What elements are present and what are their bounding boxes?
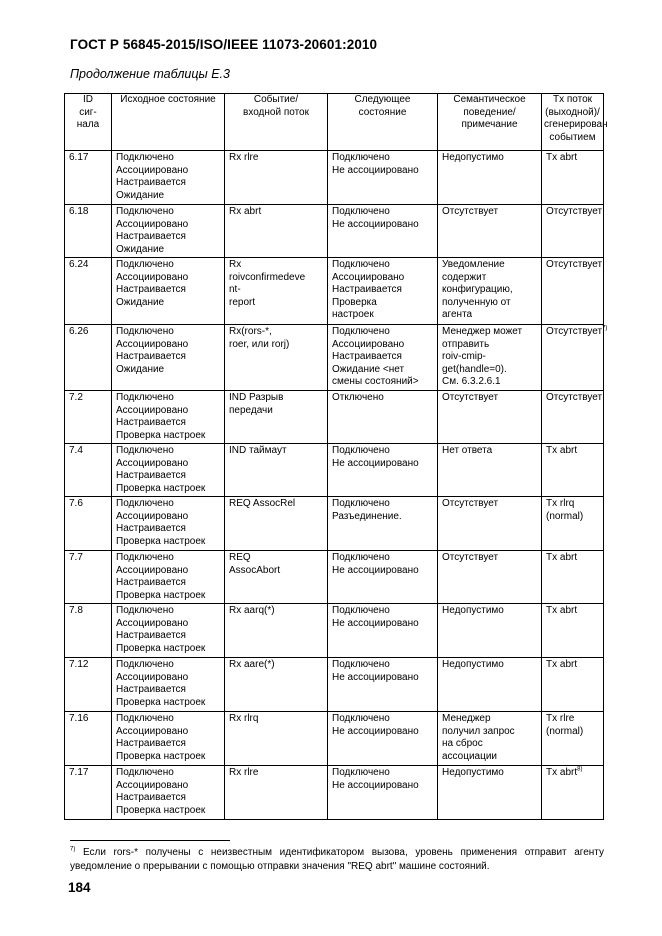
cell-text-line: 6.24 <box>69 259 89 270</box>
cell-semantic <box>438 205 542 258</box>
footnote-reference: 7) <box>602 325 608 332</box>
cell-text-line: Проверка настроек <box>116 696 206 708</box>
cell-initial-state <box>112 205 225 258</box>
cell-text-line: Разъединение. <box>332 510 402 522</box>
cell-tx <box>542 497 604 551</box>
cell-event <box>225 712 328 766</box>
cell-text-line: IND Разрыв <box>229 392 284 403</box>
table-row <box>65 604 604 658</box>
cell-text-line: смены состояний> <box>332 376 419 387</box>
cell-tx <box>542 151 604 205</box>
cell-text-line: 7.6 <box>69 498 83 509</box>
cell-text-line: Настраивается <box>332 284 402 295</box>
footnote-text: Если rors-* получены с неизвестным идентификатором вызова, уровень применения отправит агенту уведомление о прерывании с помощью отправки значения "REQ abrt" машине состояний. <box>70 847 604 872</box>
cell-id <box>65 151 112 205</box>
cell-text-line: Ассоциировано <box>116 218 189 230</box>
cell-text-line: Tx abrt <box>546 605 578 616</box>
cell-text-line: Подключено <box>332 326 390 337</box>
cell-text-line: Tx abrt <box>546 552 578 563</box>
cell-text-line: получил запрос <box>442 725 515 737</box>
table-row <box>65 205 604 258</box>
cell-next-state <box>328 551 438 604</box>
cell-tx <box>542 658 604 712</box>
cell-text-line: 7.12 <box>69 659 89 670</box>
cell-text-line: Tx abrt <box>546 659 578 670</box>
cell-text-line: Rx rlre <box>229 767 259 778</box>
cell-text-line: REQ AssocRel <box>229 498 296 509</box>
cell-text-line: передачи <box>229 404 273 416</box>
table-continuation-caption: Продолжение таблицы Е.3 <box>70 67 230 81</box>
cell-semantic <box>438 325 542 391</box>
cell-text-line: Ассоциировано <box>116 404 189 416</box>
cell-text-line: 6.26 <box>69 326 89 337</box>
cell-text-line: Подключено <box>116 445 174 456</box>
cell-event <box>225 444 328 497</box>
cell-text-line: Rx aare(*) <box>229 659 275 670</box>
cell-next-state <box>328 151 438 205</box>
cell-text-line: на сброс <box>442 738 483 749</box>
cell-text-line: Проверка настроек <box>116 482 206 494</box>
cell-text-line: Подключено <box>116 392 174 403</box>
footnote-divider <box>70 840 230 841</box>
cell-text-line: nt- <box>229 284 241 295</box>
cell-text-line: Настраивается <box>116 684 186 695</box>
cell-initial-state <box>112 325 225 391</box>
cell-text-line: Ассоциировано <box>116 725 189 737</box>
cell-text-line: 7.2 <box>69 392 83 403</box>
cell-tx <box>542 391 604 444</box>
cell-id <box>65 497 112 551</box>
cell-id <box>65 258 112 325</box>
cell-semantic <box>438 658 542 712</box>
cell-text-line: Проверка настроек <box>116 750 206 762</box>
table-row <box>65 658 604 712</box>
page-number: 184 <box>68 880 91 895</box>
cell-initial-state <box>112 391 225 444</box>
cell-text-line: Tx abrt$^{8)}$ <box>546 766 583 778</box>
cell-text-line: Подключено <box>332 713 390 724</box>
cell-text-line: Ассоциировано <box>116 457 189 469</box>
cell-semantic <box>438 391 542 444</box>
cell-text-line: полученную от <box>442 296 511 308</box>
cell-text-line: 7.7 <box>69 552 83 563</box>
cell-text-line: Недопустимо <box>442 152 504 163</box>
state-transition-table <box>64 93 608 820</box>
cell-tx <box>542 258 604 325</box>
cell-text-line: (normal) <box>546 510 584 522</box>
cell-initial-state <box>112 497 225 551</box>
cell-text-line: Настраивается <box>116 792 186 803</box>
cell-text-line: Подключено <box>332 659 390 670</box>
cell-text-line: get(handle=0). <box>442 363 507 375</box>
cell-text-line: Не ассоциировано <box>332 164 419 176</box>
cell-text-line: Настраивается <box>332 351 402 362</box>
table-row <box>65 551 604 604</box>
footnote <box>70 846 604 874</box>
table-row <box>65 766 604 820</box>
cell-text-line: настроек <box>332 309 374 320</box>
cell-text-line: roiv-cmip- <box>442 351 486 362</box>
cell-text-line: Ассоциировано <box>116 510 189 522</box>
cell-event <box>225 604 328 658</box>
cell-text-line: Подключено <box>116 259 174 270</box>
cell-event <box>225 766 328 820</box>
cell-text-line: Подключено <box>332 206 390 217</box>
cell-id <box>65 658 112 712</box>
cell-id <box>65 712 112 766</box>
cell-initial-state <box>112 604 225 658</box>
cell-next-state <box>328 391 438 444</box>
cell-text-line: IND таймаут <box>229 445 287 456</box>
cell-text-line: Подключено <box>332 767 390 778</box>
cell-text-line: Tx rlrq <box>546 498 575 509</box>
cell-text-line: Не ассоциировано <box>332 617 419 629</box>
cell-next-state <box>328 325 438 391</box>
cell-text-line: Отключено <box>332 392 384 403</box>
cell-tx <box>542 551 604 604</box>
cell-text-line: 7.4 <box>69 445 83 456</box>
cell-text-line: Rx aarq(*) <box>229 605 275 616</box>
table-row <box>65 497 604 551</box>
cell-text-line: Ожидание <box>116 363 165 375</box>
cell-id <box>65 205 112 258</box>
cell-event <box>225 325 328 391</box>
cell-semantic <box>438 604 542 658</box>
cell-text-line: Нет ответа <box>442 445 493 456</box>
cell-text-line: Настраивается <box>116 231 186 242</box>
cell-initial-state <box>112 258 225 325</box>
cell-text-line: Недопустимо <box>442 605 504 616</box>
cell-semantic <box>438 497 542 551</box>
cell-text-line: Уведомление <box>442 259 505 270</box>
cell-text-line: Rx abrt <box>229 206 262 217</box>
cell-text-line: Настраивается <box>116 470 186 481</box>
cell-text-line: (normal) <box>546 725 584 737</box>
cell-event <box>225 151 328 205</box>
cell-id <box>65 391 112 444</box>
cell-text-line: Ассоциировано <box>116 338 189 350</box>
cell-initial-state <box>112 658 225 712</box>
cell-event <box>225 391 328 444</box>
cell-text-line: Менеджер может <box>442 326 523 337</box>
header-next-state: Следующее состояние <box>328 94 438 151</box>
cell-tx <box>542 325 608 391</box>
cell-text-line: Ассоциировано <box>332 271 405 283</box>
cell-text-line: Подключено <box>332 605 390 616</box>
cell-text-line: Подключено <box>116 152 174 163</box>
cell-text-line: Проверка настроек <box>116 429 206 441</box>
cell-text-line: Подключено <box>332 259 390 270</box>
table-row <box>65 151 604 205</box>
cell-text-line: Tx rlre <box>546 713 575 724</box>
table-row <box>65 391 604 444</box>
cell-next-state <box>328 766 438 820</box>
cell-text-line: Настраивается <box>116 738 186 749</box>
header-semantic: Семантическое поведение/ примечание <box>438 94 542 151</box>
cell-text-line: Отсутствует <box>442 498 499 509</box>
cell-id <box>65 604 112 658</box>
cell-event <box>225 497 328 551</box>
cell-text-line: Rx <box>229 259 242 270</box>
cell-text-line: roivconfirmedeve <box>229 271 306 283</box>
cell-semantic <box>438 151 542 205</box>
cell-text-line: report <box>229 296 256 308</box>
cell-text-line: Настраивается <box>116 523 186 534</box>
cell-text-line: Настраивается <box>116 417 186 428</box>
cell-text-line: Отсутствует <box>442 552 499 563</box>
cell-text-line: Подключено <box>332 498 390 509</box>
header-id: ID сиг- нала <box>65 94 112 151</box>
cell-text-line: содержит <box>442 271 487 283</box>
cell-text-line: 6.18 <box>69 206 89 217</box>
cell-text-line: Ассоциировано <box>116 671 189 683</box>
cell-text-line: 7.8 <box>69 605 83 616</box>
cell-text-line: Не ассоциировано <box>332 564 419 576</box>
cell-text-line: Подключено <box>116 713 174 724</box>
cell-text-line: Подключено <box>116 605 174 616</box>
cell-text-line: Rx rlrq <box>229 713 259 724</box>
cell-text-line: Настраивается <box>116 577 186 588</box>
cell-text-line: Настраивается <box>116 630 186 641</box>
cell-id <box>65 325 112 391</box>
cell-text-line: Подключено <box>116 659 174 670</box>
cell-text-line: Отсутствует <box>442 206 499 217</box>
cell-text-line: Tx abrt <box>546 445 578 456</box>
cell-text-line: ассоциации <box>442 750 498 762</box>
cell-text-line: Ожидание <box>116 189 165 201</box>
cell-text-line: Ассоциировано <box>116 164 189 176</box>
cell-text-line: Ассоциировано <box>332 338 405 350</box>
cell-text-line: roer, или rorj) <box>229 338 290 350</box>
cell-id <box>65 444 112 497</box>
cell-text-line: Настраивается <box>116 177 186 188</box>
cell-text-line: 7.16 <box>69 713 89 724</box>
cell-next-state <box>328 658 438 712</box>
cell-text-line: Отсутствует$^{7)}$ <box>546 325 608 337</box>
cell-event <box>225 205 328 258</box>
header-tx: Tx поток (выходной)/ сгенерирован событием <box>542 94 604 151</box>
cell-id <box>65 766 112 820</box>
cell-event <box>225 258 328 325</box>
cell-next-state <box>328 444 438 497</box>
cell-text-line: Отсутствует <box>442 392 499 403</box>
cell-text-line: Настраивается <box>116 284 186 295</box>
cell-tx <box>542 444 604 497</box>
cell-text-line: Ассоциировано <box>116 271 189 283</box>
cell-next-state <box>328 712 438 766</box>
cell-event <box>225 658 328 712</box>
header-event: Событие/ входной поток <box>225 94 328 151</box>
cell-initial-state <box>112 712 225 766</box>
cell-text-line: конфигурацию, <box>442 284 513 295</box>
cell-tx <box>542 604 604 658</box>
cell-text-line: Отсутствует <box>546 259 603 270</box>
cell-text-line: Отсутствует <box>546 392 603 403</box>
cell-semantic <box>438 712 542 766</box>
cell-text-line: Проверка настроек <box>116 642 206 654</box>
cell-initial-state <box>112 444 225 497</box>
cell-next-state <box>328 497 438 551</box>
cell-event <box>225 551 328 604</box>
cell-text-line: Проверка <box>332 296 377 308</box>
footnote-reference: 8) <box>577 766 583 773</box>
cell-text-line: Подключено <box>332 552 390 563</box>
cell-text-line: Подключено <box>116 206 174 217</box>
table-row <box>65 258 604 325</box>
cell-text-line: Ассоциировано <box>116 617 189 629</box>
cell-text-line: Недопустимо <box>442 767 504 778</box>
cell-text-line: агента <box>442 309 473 320</box>
cell-semantic <box>438 444 542 497</box>
table-row <box>65 325 604 391</box>
cell-semantic <box>438 258 542 325</box>
cell-text-line: REQ <box>229 552 251 563</box>
cell-id <box>65 551 112 604</box>
cell-text-line: Tx abrt <box>546 152 578 163</box>
cell-text-line: 7.17 <box>69 767 89 778</box>
cell-tx <box>542 766 604 820</box>
cell-next-state <box>328 258 438 325</box>
cell-text-line: 6.17 <box>69 152 89 163</box>
cell-text-line: Rx rlre <box>229 152 259 163</box>
cell-text-line: Менеджер <box>442 713 491 724</box>
table-row <box>65 444 604 497</box>
cell-text-line: Проверка настроек <box>116 589 206 601</box>
cell-text-line: Ожидание <box>116 243 165 255</box>
cell-text-line: отправить <box>442 338 490 350</box>
cell-text-line: Подключено <box>332 445 390 456</box>
cell-initial-state <box>112 766 225 820</box>
cell-text-line: Ассоциировано <box>116 564 189 576</box>
table-header-row <box>65 94 604 151</box>
cell-text-line: Подключено <box>116 552 174 563</box>
cell-text-line: Не ассоциировано <box>332 671 419 683</box>
cell-text-line: Подключено <box>116 498 174 509</box>
cell-text-line: Ожидание <box>116 296 165 308</box>
cell-text-line: Проверка настроек <box>116 804 206 816</box>
cell-tx <box>542 712 604 766</box>
cell-text-line: AssocAbort <box>229 564 281 576</box>
cell-text-line: Не ассоциировано <box>332 457 419 469</box>
cell-text-line: Подключено <box>116 767 174 778</box>
cell-text-line: Настраивается <box>116 351 186 362</box>
cell-semantic <box>438 551 542 604</box>
cell-text-line: Не ассоциировано <box>332 779 419 791</box>
cell-initial-state <box>112 151 225 205</box>
cell-semantic <box>438 766 542 820</box>
header-initial-state: Исходное состояние <box>112 94 225 151</box>
cell-text-line: Ассоциировано <box>116 779 189 791</box>
table-row <box>65 712 604 766</box>
cell-next-state <box>328 604 438 658</box>
cell-text-line: Ожидание <нет <box>332 363 405 375</box>
footnote-marker: 7) <box>70 846 76 853</box>
cell-text-line: Rx(rors-*, <box>229 326 272 337</box>
cell-text-line: Не ассоциировано <box>332 218 419 230</box>
cell-tx <box>542 205 604 258</box>
cell-text-line: Не ассоциировано <box>332 725 419 737</box>
cell-text-line: Подключено <box>332 152 390 163</box>
cell-initial-state <box>112 551 225 604</box>
cell-next-state <box>328 205 438 258</box>
document-header: ГОСТ Р 56845-2015/ISO/IEEE 11073-20601:2010 <box>70 37 378 52</box>
cell-text-line: См. 6.3.2.6.1 <box>442 376 501 387</box>
cell-text-line: Недопустимо <box>442 659 504 670</box>
table-body <box>65 151 608 820</box>
cell-text-line: Отсутствует <box>546 206 603 217</box>
cell-text-line: Проверка настроек <box>116 535 206 547</box>
cell-text-line: Подключено <box>116 326 174 337</box>
